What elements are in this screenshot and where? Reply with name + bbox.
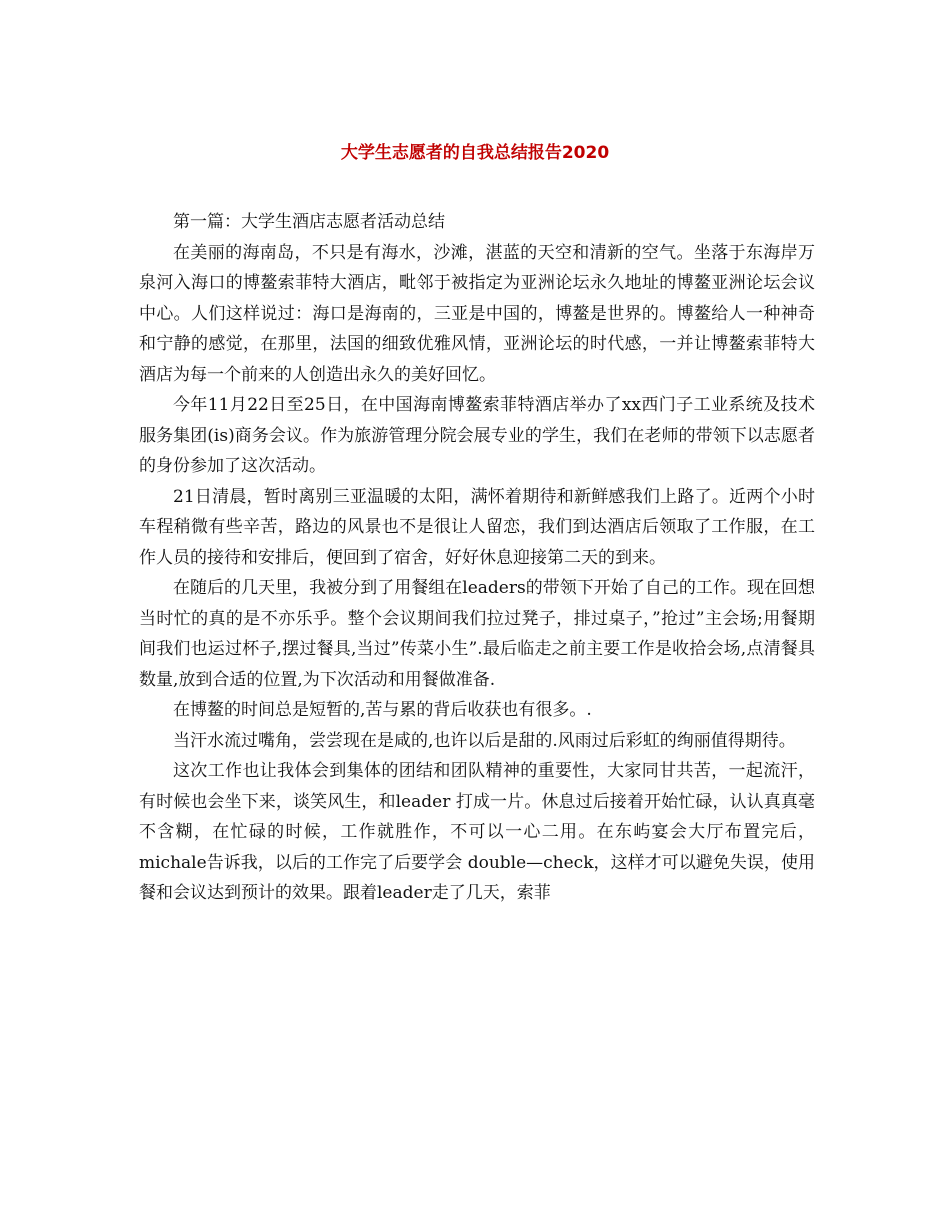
paragraph: 这次工作也让我体会到集体的团结和团队精神的重要性，大家同甘共苦，一起流汗，有时候也会坐下来，谈笑风生，和leader 打成一片。休息过后接着开始忙碌，认认真真毫不含糊，在忙碌的时候，工作就胜作，不可以一心二用。在东屿宴会大厅布置完后，michale告诉我，以后的工作完了后要学会 double—check，这样才可以避免失误，使用餐和会议达到预计的效果。跟着leader走了几天，索菲 xyxy=(139,761,815,903)
paragraph: 当汗水流过嘴角，尝尝现在是咸的,也许以后是甜的.风雨过后彩虹的绚丽值得期待。 xyxy=(173,730,796,751)
section-heading: 第一篇：大学生酒店志愿者活动总结 xyxy=(173,212,445,232)
document-title: 大学生志愿者的自我总结报告2020 xyxy=(340,143,610,163)
document-body xyxy=(139,207,815,909)
paragraph: 今年11月22日至25日，在中国海南博鳌索菲特酒店举办了xx西门子工业系统及技术服务集团(is)商务会议。作为旅游管理分院会展专业的学生，我们在老师的带领下以志愿者的身份参加了这次活动。 xyxy=(139,395,815,476)
paragraph: 在博鳌的时间总是短暂的,苦与累的背后收获也有很多。. xyxy=(173,700,592,720)
paragraph: 在随后的几天里，我被分到了用餐组在leaders的带领下开始了自己的工作。现在回想当时忙的真的是不亦乐乎。整个会议期间我们拉过凳子，排过桌子，”抢过”主会场;用餐期间我们也运过杯子,摆过餐具,当过”传菜小生”.最后临走之前主要工作是收拾会场,点清餐具数量,放到合适的位置,为下次活动和用餐做准备. xyxy=(139,578,815,690)
paragraph: 在美丽的海南岛，不只是有海水，沙滩，湛蓝的天空和清新的空气。坐落于东海岸万泉河入海口的博鳌索菲特大酒店，毗邻于被指定为亚洲论坛永久地址的博鳌亚洲论坛会议中心。人们这样说过：海口是海南的，三亚是中国的，博鳌是世界的。博鳌给人一种神奇和宁静的感觉，在那里，法国的细致优雅风情，亚洲论坛的时代感，一并让博鳌索菲特大酒店为每一个前来的人创造出永久的美好回忆。 xyxy=(139,242,815,385)
paragraph: 21日清晨，暂时离别三亚温暖的太阳，满怀着期待和新鲜感我们上路了。近两个小时车程稍微有些辛苦，路边的风景也不是很让人留恋，我们到达酒店后领取了工作服，在工作人员的接待和安排后，便回到了宿舍，好好休息迎接第二天的到来。 xyxy=(139,486,815,568)
